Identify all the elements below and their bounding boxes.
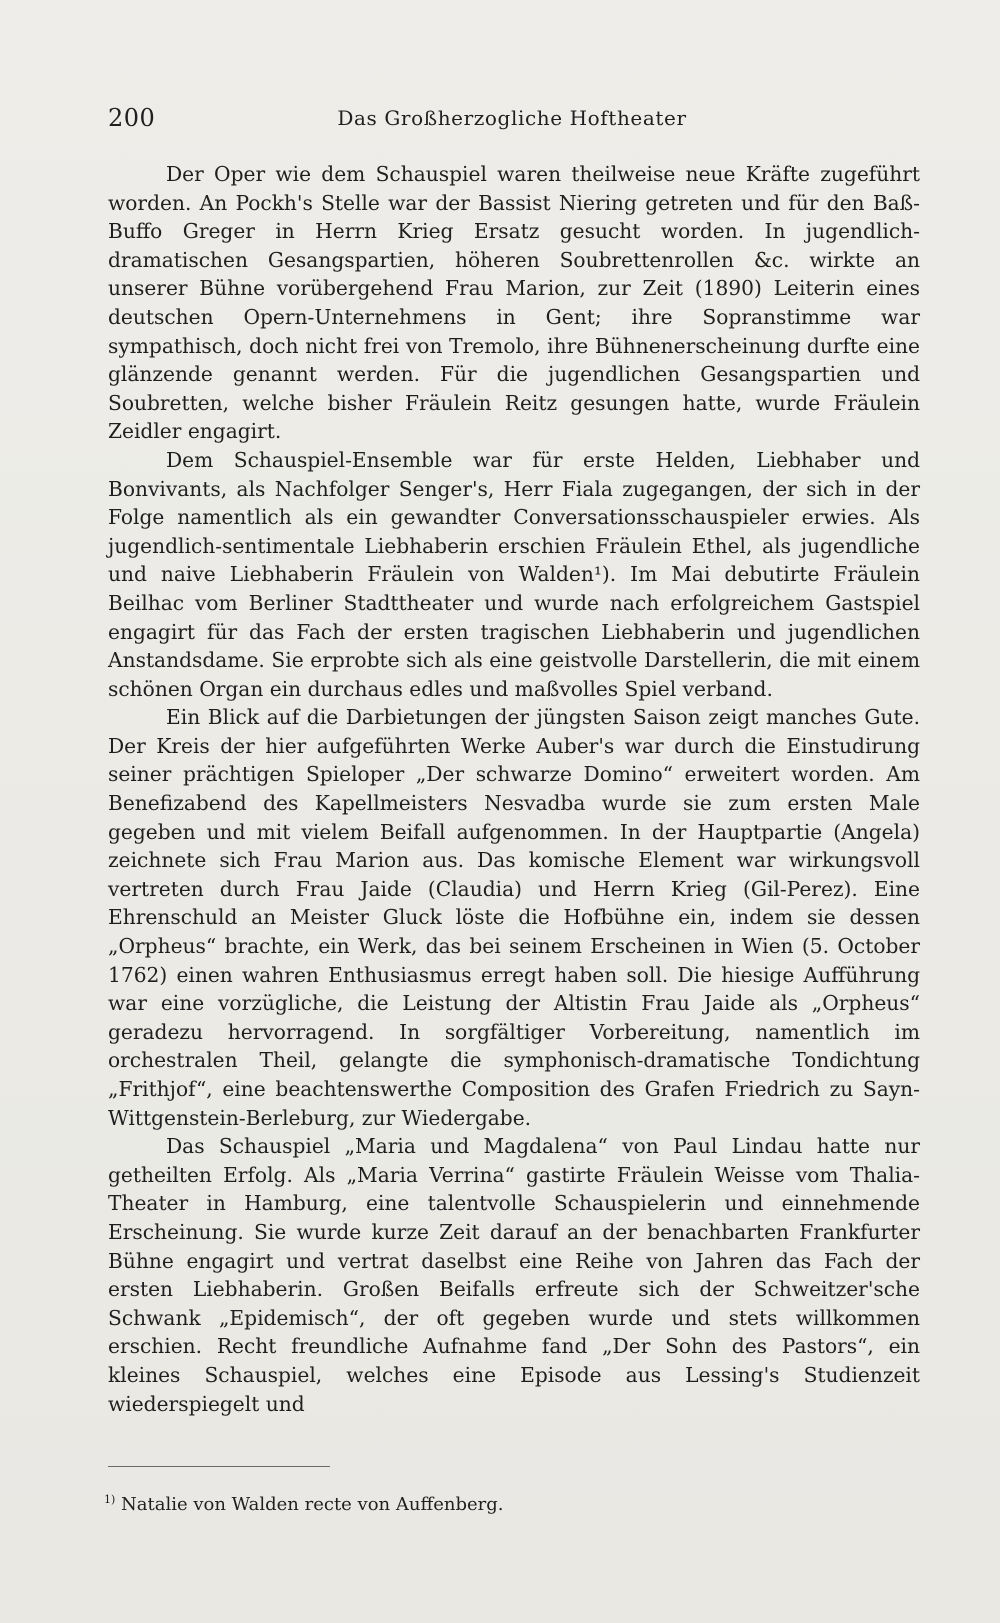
paragraph-drama-ensemble: Dem Schauspiel-Ensemble war für erste Helden, Liebhaber und Bonvivants, als Nachfolger Senger's, Herr Fiala zugegangen, der sich in der Folge namentlich als ein gewandter Conversationsschauspieler erwies. Als jugendlich-sentimentale Liebhaberin erschien Fräulein Ethel, als jugendliche und naive Liebhaberin Fräulein von Walden¹). Im Mai debutirte Fräulein Beilhac vom Berliner Stadttheater und wurde nach erfolgreichem Gastspiel engagirt für das Fach der ersten tragischen Liebhaberin und jugendlichen Anstandsdame. Sie erprobte sich als eine geistvolle Darstellerin, die mit einem schönen Organ ein durchaus edles und maßvolles Spiel verband. — [108, 447, 920, 701]
paragraph-plays: Das Schauspiel „Maria und Magdalena“ von Paul Lindau hatte nur getheilten Erfolg. Als „Maria Verrina“ gastirte Fräulein Weisse vom Thalia-Theater in Hamburg, eine talentvolle Schauspielerin und einnehmende Erscheinung. Sie wurde kurze Zeit darauf an der benachbarten Frankfurter Bühne engagirt und vertrat daselbst eine Reihe von Jahren das Fach der ersten Liebhaberin. Großen Beifalls erfreute sich der Schweitzer'sche Schwank „Epidemisch“, der oft gegeben wurde und stets willkommen erschien. Recht freundliche Aufnahme fand „Der Sohn des Pastors“, ein kleines Schauspiel, welches eine Episode aus Lessing's Studienzeit wiederspiegelt und — [108, 1134, 920, 1416]
page-body — [108, 160, 920, 1418]
footnote-marker: 1) — [104, 1493, 116, 1506]
page-header — [108, 104, 916, 144]
footnote-divider — [108, 1466, 330, 1467]
footnote-text: Natalie von Walden recte von Auffenberg. — [121, 1494, 504, 1515]
page-number: 200 — [108, 104, 156, 132]
paragraph-season-review: Ein Blick auf die Darbietungen der jüngsten Saison zeigt manches Gute. Der Kreis der hier aufgeführten Werke Auber's war durch die Einstudirung seiner prächtigen Spieloper „Der schwarze Domino“ erweitert worden. Am Benefizabend des Kapellmeisters Nesvadba wurde sie zum ersten Male gegeben und mit vielem Beifall aufgenommen. In der Hauptpartie (Angela) zeichnete sich Frau Marion aus. Das komische Element war wirkungsvoll vertreten durch Frau Jaide (Claudia) und Herrn Krieg (Gil-Perez). Eine Ehrenschuld an Meister Gluck löste die Hofbühne ein, indem sie dessen „Orpheus“ brachte, ein Werk, das bei seinem Erscheinen in Wien (5. October 1762) einen wahren Enthusiasmus erregt haben soll. Die hiesige Aufführung war eine vorzügliche, die Leistung der Altistin Frau Jaide als „Orpheus“ geradezu hervorragend. In sorgfältiger Vorbereitung, namentlich im orchestralen Theil, gelangte die symphonisch-dramatische Tondichtung „Frithjof“, eine beachtenswerthe Composition des Grafen Friedrich zu Sayn-Wittgenstein-Berleburg, zur Wiedergabe. — [108, 705, 920, 1130]
footnote — [104, 1488, 904, 1517]
paragraph-opera-ensemble: Der Oper wie dem Schauspiel waren theilweise neue Kräfte zugeführt worden. An Pockh's Stelle war der Bassist Niering getreten und für den Baß-Buffo Greger in Herrn Krieg Ersatz gesucht worden. In jugendlich-dramatischen Gesangspartien, höheren Soubrettenrollen &c. wirkte an unserer Bühne vorübergehend Frau Marion, zur Zeit (1890) Leiterin eines deutschen Opern-Unternehmens in Gent; ihre Sopranstimme war sympathisch, doch nicht frei von Tremolo, ihre Bühnenerscheinung durfte eine glänzende genannt werden. Für die jugendlichen Gesangspartien und Soubretten, welche bisher Fräulein Reitz gesungen hatte, wurde Fräulein Zeidler engagirt. — [108, 162, 920, 444]
running-head: Das Großherzogliche Hoftheater — [337, 106, 687, 130]
